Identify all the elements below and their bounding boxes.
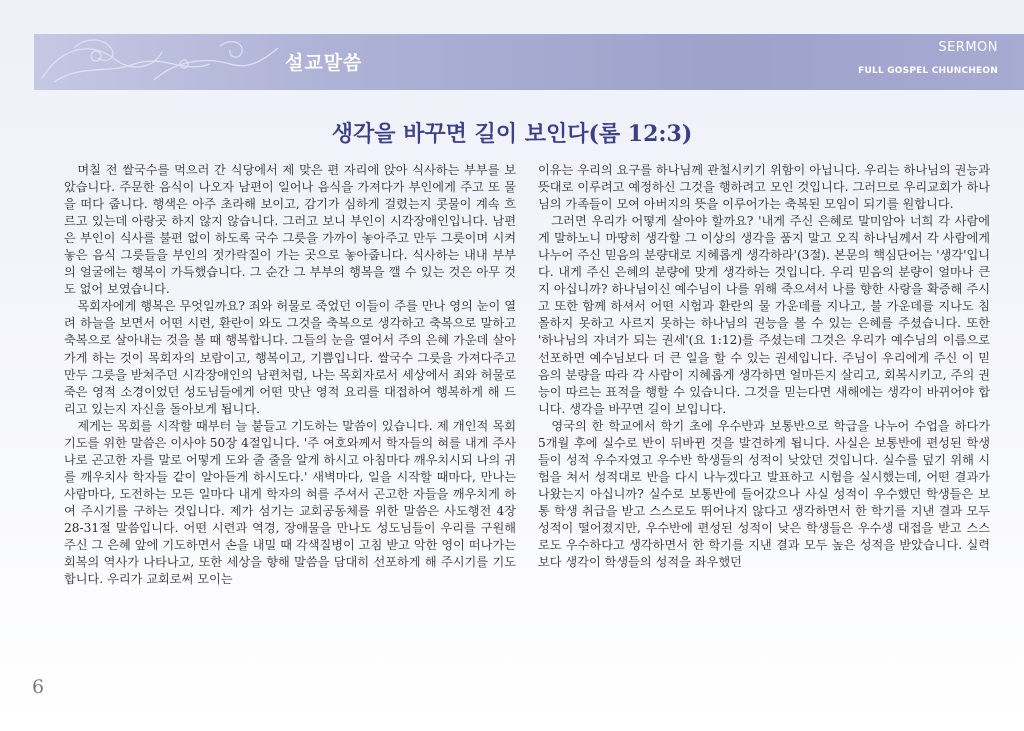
section-title: 설교말씀 bbox=[285, 52, 363, 74]
paragraph: 영국의 한 학교에서 학기 초에 우수반과 보통반으로 학급을 나누어 수업을 하다가 5개월 후에 실수로 반이 뒤바뀐 것을 발견하게 됩니다. 사실은 보통반에 편성된 학생들이 성적 우수자였고 우수반 학생들의 성적이 낮았던 것입니다. 실수를 덮기 위해 시험을 쳐서 성적대로 반을 다시 나누겠다고 발표하고 시험을 실시했는데, 어떤 결과가 나왔는지 아십니까? 실수로 보통반에 들어갔으나 사실 성적이 우수했던 학생들은 보통 학생 취급을 받고 스스로도 뛰어나지 않다고 생각하면서 한 학기를 지낸 결과 모두 성적이 떨어졌지만, 우수반에 편성된 성적이 낮은 학생들은 우수생 대접을 받고 스스로도 우수하다고 생각하면서 한 학기를 지낸 결과 모두 높은 성적을 받았습니다. 실력보다 생각이 학생들의 성적을 좌우했던 bbox=[538, 418, 990, 570]
paragraph: 며칠 전 쌀국수를 먹으러 간 식당에서 제 맞은 편 자리에 앉아 식사하는 부부를 보았습니다. 주문한 음식이 나오자 남편이 일어나 음식을 가져다가 부인에게 주고 또 물을 떠다 줍니다. 행색은 아주 초라해 보이고, 감기가 심하게 걸렸는지 콧물이 계속 흐르고 있는데 아랑곳 하지 않지 않습니다. 그러고 보니 부인이 시각장애인입니다. 남편은 부인이 식사를 불편 없이 하도록 국수 그릇을 가까이 놓아주고 만두 그릇이며 시켜놓은 음식 그릇들을 부인의 젓가락질이 가는 곳으로 놓아줍니다. 식사하는 내내 부부의 얼굴에는 행복이 가득했습니다. 그 순간 그 부부의 행복을 깰 수 있는 것은 아무 것도 없어 보였습니다. bbox=[64, 163, 516, 297]
sermon-headline: 생각을 바꾸면 길이 보인다(롬 12:3) bbox=[331, 121, 693, 147]
left-text-column bbox=[64, 162, 516, 588]
page-number: 6 bbox=[32, 676, 45, 698]
sermon-label: SERMON bbox=[938, 40, 998, 55]
paragraph: 그러면 우리가 어떻게 살아야 할까요? '내게 주신 은혜로 말미암아 너희 각 사람에게 말하노니 마땅히 생각할 그 이상의 생각을 품지 말고 오직 하나님께서 각 사람에게 나누어 주신 믿음의 분량대로 지혜롭게 생각하라'(3절). 본문의 핵심단어는 '생각'입니다. 내게 주신 은혜의 분량에 맞게 생각하는 것입니다. 우리 믿음의 분량이 얼마나 큰지 아십니까? 하나님이신 예수님이 나를 위해 죽으셔서 나를 향한 사랑을 확증해 주시고 또한 함께 하셔서 어떤 시험과 환란의 물 가운데를 지나고, 불 가운데를 지나도 침몰하지 못하고 사르지 못하는 하나님의 권능을 볼 수 있는 은혜를 주셨습니다. 또한 '하나님의 자녀가 되는 권세'(요 1:12)를 주셨는데 그것은 우리가 예수님의 이름으로 선포하면 예수님보다 더 큰 일을 할 수 있는 권세입니다. 주님이 우리에게 주신 이 믿음의 분량을 따라 각 사람이 지혜롭게 생각하면 얼마든지 살리고, 회복시키고, 주의 권능이 따르는 표적을 행할 수 있습니다. 그것을 믿는다면 새해에는 생각이 바뀌어야 합니다. 생각을 바꾸면 길이 보입니다. bbox=[538, 214, 990, 416]
paragraph: 이유는 우리의 요구를 하나님께 관철시키기 위함이 아닙니다. 우리는 하나님의 권능과 뜻대로 이루려고 예정하신 그것을 행하려고 모인 것입니다. 그러므로 우리교회가 하나님의 가족들이 모여 아버지의 뜻을 이루어가는 축복된 모임이 되기를 원합니다. bbox=[538, 163, 990, 212]
floral-ornament bbox=[34, 34, 294, 90]
paragraph: 제게는 목회를 시작할 때부터 늘 붙들고 기도하는 말씀이 있습니다. 제 개인적 목회기도를 위한 말씀은 이사야 50장 4절입니다. '주 여호와께서 학자들의 혀를 내게 주사 나로 곤고한 자를 말로 어떻게 도와 줄 줄을 알게 하시고 아침마다 깨우치시되 나의 귀를 깨우치사 학자들 같이 알아듣게 하시도다.' 새벽마다, 일을 시작할 때마다, 만나는 사람마다, 도전하는 모든 일마다 내게 학자의 혀를 주셔서 곤고한 자들을 깨우치게 하여 주시기를 구하는 것입니다. 제가 섬기는 교회공동체를 위한 말씀은 사도행전 4장 28-31절 말씀입니다. 어떤 시련과 역경, 장애물을 만나도 성도님들이 우리를 구원해 주신 그 은혜 앞에 기도하면서 손을 내밀 때 각색질병이 고침 받고 악한 영이 떠나가는 회복의 역사가 나타나고, 또한 세상을 향해 말씀을 담대히 선포하게 해 주시기를 기도합니다. 우리가 교회로써 모이는 bbox=[64, 418, 516, 587]
paragraph: 목회자에게 행복은 무엇일까요? 죄와 허물로 죽었던 이들이 주를 만나 영의 눈이 열려 하늘을 보면서 어떤 시련, 환란이 와도 그것을 축복으로 생각하고 축복으로 말하고 축복으로 살아내는 것을 볼 때 행복합니다. 그들의 눈을 열어서 주의 은혜 가운데 살아가게 하는 것이 목회자의 보람이고, 행복이고, 기쁨입니다. 쌀국수 그릇을 가져다주고 만두 그릇을 받쳐주던 시각장애인의 남편처럼, 나는 목회자로서 세상에서 죄와 허물로 죽은 영적 소경이었던 성도님들에게 어떤 맛난 영적 요리를 대접하여 행복하게 해 드리고 있는지 자신을 돌아보게 됩니다. bbox=[64, 299, 516, 416]
church-label: FULL GOSPEL CHUNCHEON bbox=[858, 66, 998, 76]
right-text-column bbox=[538, 162, 990, 571]
